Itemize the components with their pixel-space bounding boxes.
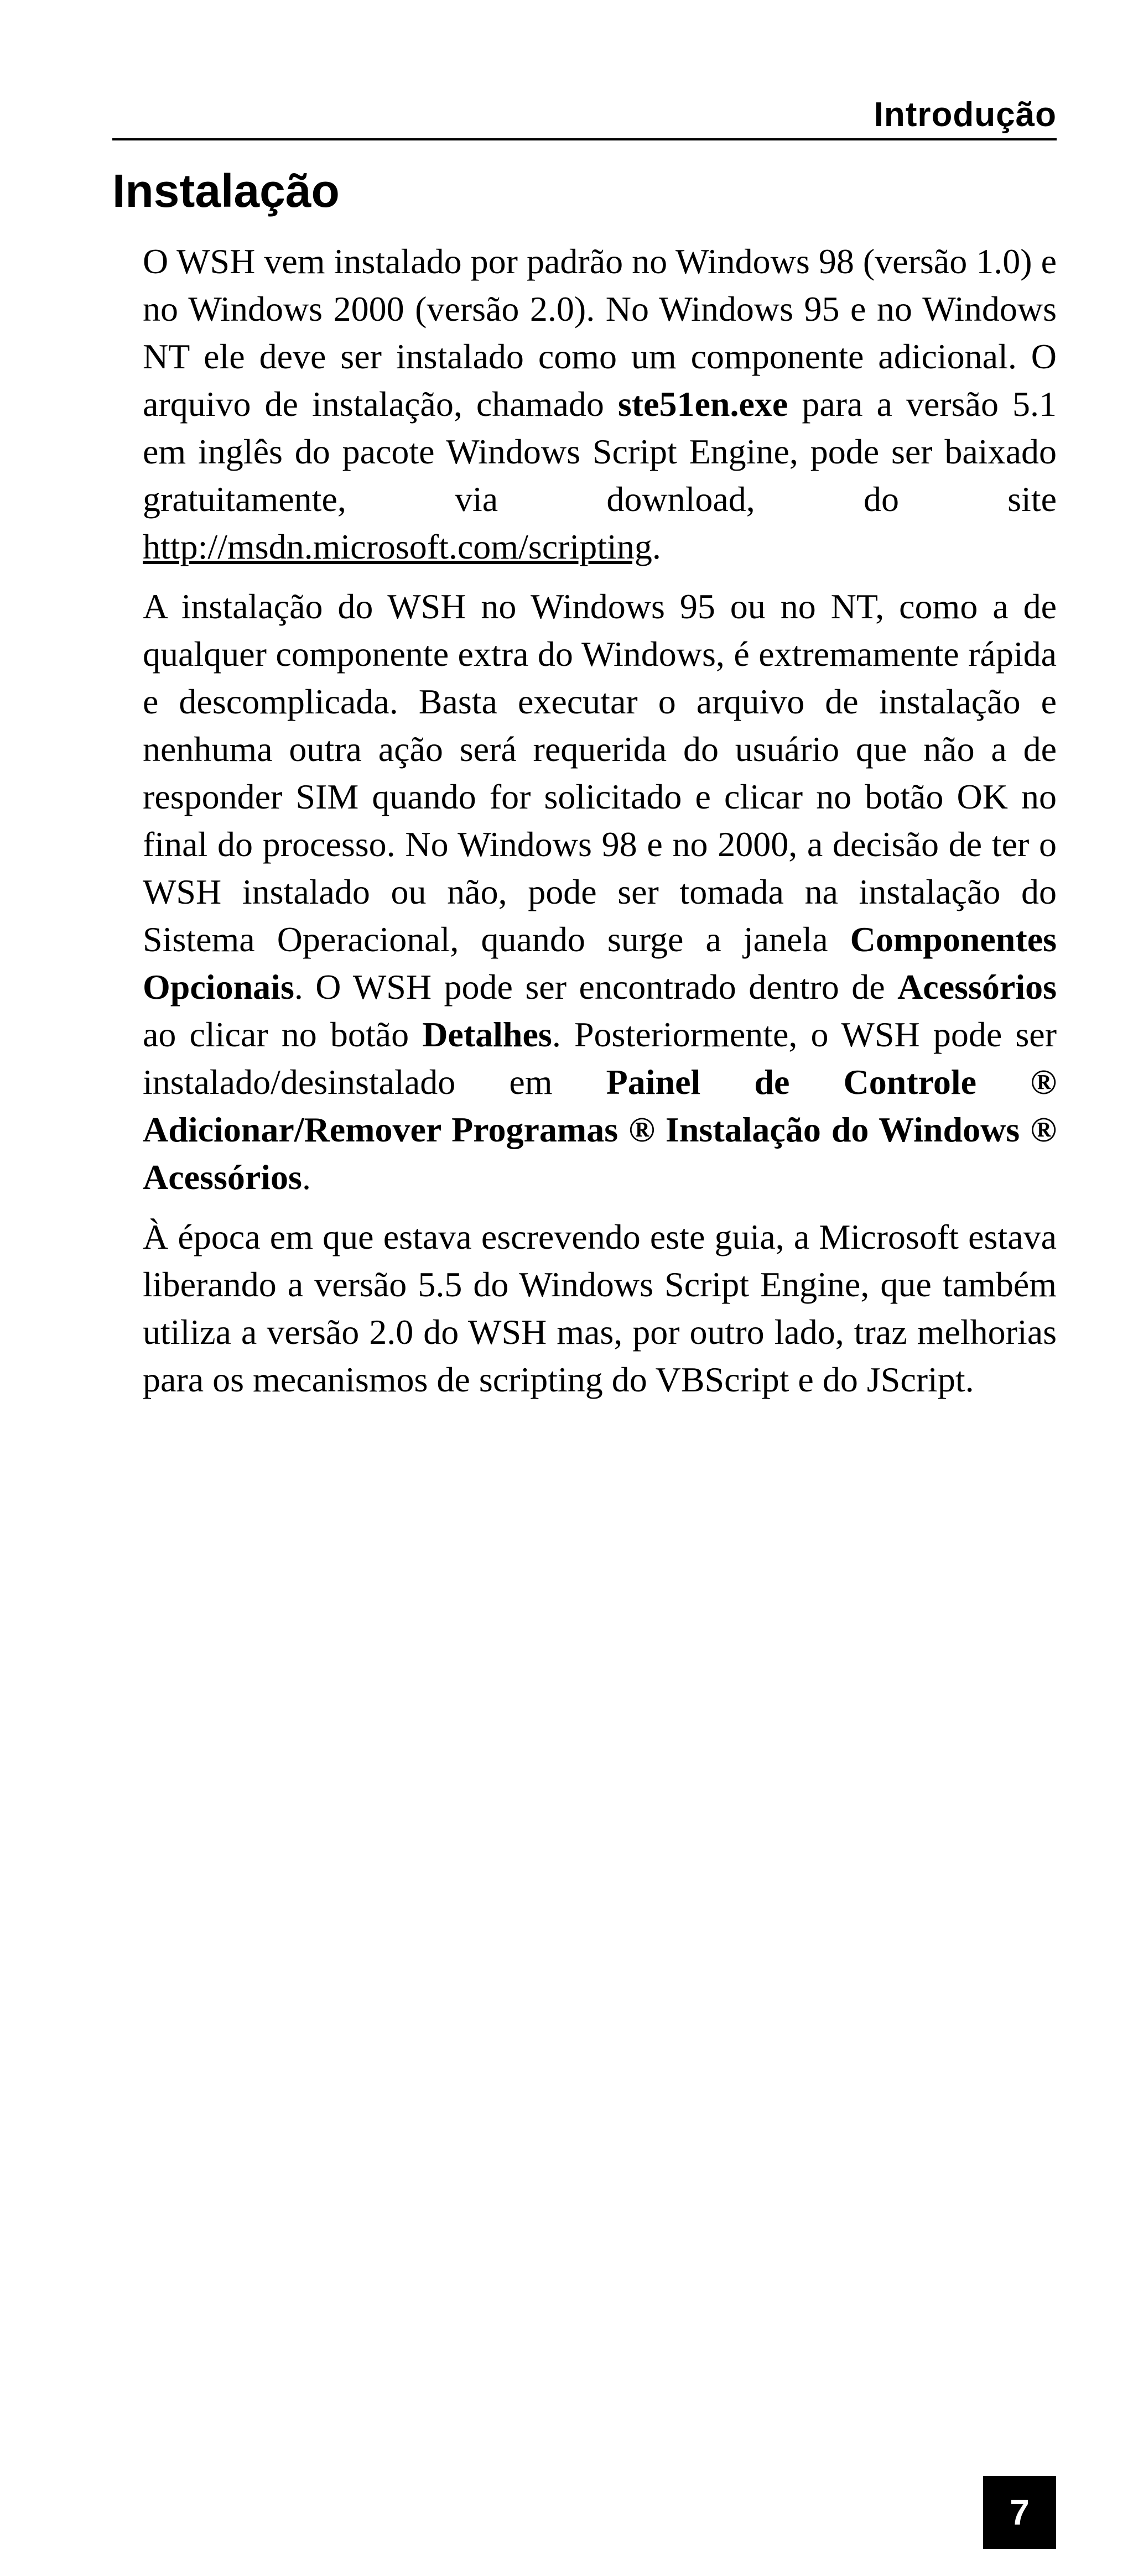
details-term: Detalhes bbox=[422, 1015, 552, 1054]
running-header: Introdução bbox=[874, 96, 1057, 134]
paragraph-3 bbox=[143, 1213, 1057, 1404]
header-rule bbox=[112, 138, 1057, 140]
paragraph-3-text-1: À época em que estava escrevendo este guia, a Microsoft estava liberando a versão 5.5 do Windows Script Engine, que também utiliza a versão 2.0 do WSH mas, por outro lado, traz melhorias para os mecanismos de scripting do VBScript e do JScript. bbox=[143, 1217, 1057, 1399]
paragraph-1-text-2: para a versão 5.1 em inglês do pacote Windows Script Engine, pode ser baixado gratuitamente, via download, do site bbox=[143, 384, 1057, 519]
paragraph-2-text-3: ao clicar no botão bbox=[143, 1015, 423, 1054]
paragraph-2 bbox=[143, 583, 1057, 1201]
optional-components-term: Componentes Opcionais bbox=[143, 920, 1057, 1007]
scripting-site-link[interactable]: http://msdn.microsoft.com/scripting bbox=[143, 527, 652, 566]
paragraph-1-text-3: . bbox=[652, 527, 661, 566]
body-text bbox=[143, 238, 1057, 1416]
paragraph-1 bbox=[143, 238, 1057, 571]
installer-filename: ste51en.exe bbox=[617, 384, 788, 424]
page-number: 7 bbox=[983, 2476, 1056, 2549]
accessories-term: Acessórios bbox=[897, 967, 1057, 1007]
paragraph-1-text-1: O WSH vem instalado por padrão no Windows 98 (versão 1.0) e no Windows 2000 (versão 2.0). No Windows 95 e no Windows NT ele deve ser instalado como um componente adicional. O arquivo de instalação, chamado bbox=[143, 242, 1057, 424]
paragraph-2-text-4: . Posteriormente, o WSH pode ser instalado/desinstalado em bbox=[143, 1015, 1057, 1102]
section-title: Instalação bbox=[112, 165, 340, 217]
control-panel-path: Painel de Controle ® Adicionar/Remover Programas ® Instalação do Windows ® Acessórios bbox=[143, 1062, 1057, 1197]
paragraph-2-text-2: . O WSH pode ser encontrado dentro de bbox=[294, 967, 898, 1007]
paragraph-2-text-5: . bbox=[302, 1157, 311, 1197]
paragraph-2-text-1: A instalação do WSH no Windows 95 ou no NT, como a de qualquer componente extra do Windows, é extremamente rápida e descomplicada. Basta executar o arquivo de instalação e nenhuma outra ação será requerida do usuário que não a de responder SIM quando for solicitado e clicar no botão OK no final do processo. No Windows 98 e no 2000, a decisão de ter o WSH instalado ou não, pode ser tomada na instalação do Sistema Operacional, quando surge a janela bbox=[143, 587, 1057, 959]
